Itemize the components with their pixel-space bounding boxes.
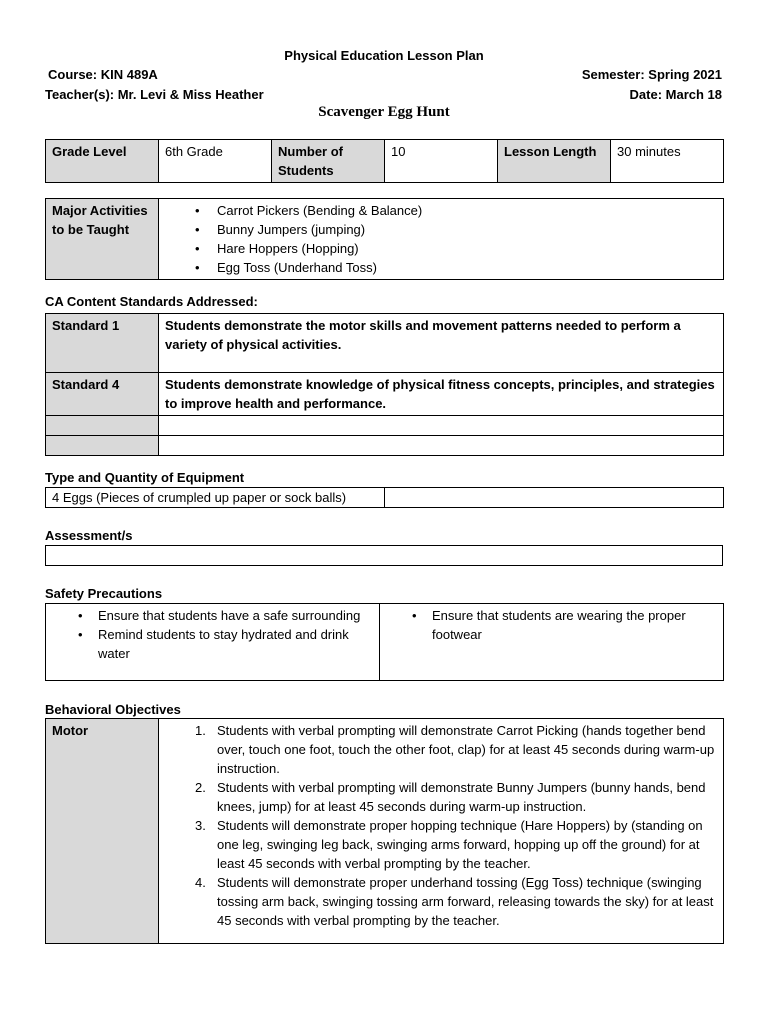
safety-table [45, 603, 724, 681]
students-value: 10 [385, 140, 498, 183]
objective-text: Students with verbal prompting will demonstrate Carrot Picking (hands together bend over, touch one foot, touch the other foot, clap) for at least 45 seconds during warm-up instruction. [217, 723, 715, 776]
activities-table [45, 198, 724, 280]
date-label: Date: March 18 [629, 87, 722, 102]
course-label: Course: KIN 489A [48, 67, 158, 82]
lesson-length-value: 30 minutes [611, 140, 724, 183]
lesson-length-label: Lesson Length [498, 140, 611, 183]
semester-label: Semester: Spring 2021 [581, 67, 722, 82]
activities-label-line1: Major Activities [52, 203, 148, 218]
objective-text: Students will demonstrate proper underhand tossing (Egg Toss) technique (swinging tossing arm back, swinging tossing arm forward, releasing towards the sky) for at least 45 seconds with verbal prompting by the teacher. [217, 875, 714, 928]
objective-item [195, 816, 717, 873]
assessment-box [45, 545, 723, 566]
objective-item [195, 778, 717, 816]
safety-right-cell [380, 604, 724, 681]
safety-left-cell [46, 604, 380, 681]
activities-list-cell [159, 199, 724, 280]
teachers-label: Teacher(s): Mr. Levi & Miss Heather [45, 87, 264, 102]
equipment-empty [385, 488, 724, 508]
activity-item: • Hare Hoppers (Hopping) [217, 239, 717, 258]
activity-item: • Egg Toss (Underhand Toss) [217, 258, 717, 277]
grade-level-label-text: Grade Level [52, 144, 127, 159]
standard-label-empty [46, 436, 159, 456]
objectives-list-cell [159, 719, 724, 944]
equipment-heading: Type and Quantity of Equipment [45, 470, 245, 485]
objective-item [195, 721, 717, 778]
equipment-item: 4 Eggs (Pieces of crumpled up paper or sock balls) [46, 488, 385, 508]
standard-label: Standard 4 [46, 373, 159, 416]
safety-heading: Safety Precautions [45, 586, 163, 601]
activity-item: • Bunny Jumpers (jumping) [217, 220, 717, 239]
objective-number: 4. [195, 875, 206, 890]
standard-text: Students demonstrate the motor skills and movement patterns needed to perform a variety of physical activities. [159, 314, 724, 373]
standard-text-empty [159, 436, 724, 456]
standards-heading: CA Content Standards Addressed: [45, 294, 258, 309]
objectives-label: Motor [46, 719, 159, 944]
grade-level-value: 6th Grade [159, 140, 272, 183]
safety-item: • Ensure that students are wearing the proper footwear [432, 606, 717, 644]
lesson-title: Scavenger Egg Hunt [318, 104, 450, 120]
standards-table [45, 313, 724, 456]
objective-number: 3. [195, 818, 206, 833]
objectives-table [45, 718, 724, 944]
safety-list-left [52, 606, 373, 663]
objectives-heading: Behavioral Objectives [45, 702, 181, 717]
standard-label-empty [46, 416, 159, 436]
students-label-line1: Number of [278, 144, 343, 159]
safety-list-right [386, 606, 717, 644]
safety-item: • Ensure that students have a safe surrounding [98, 606, 373, 625]
students-label [272, 140, 385, 183]
activity-item: • Carrot Pickers (Bending & Balance) [217, 201, 717, 220]
objective-number: 2. [195, 780, 206, 795]
document-title: Physical Education Lesson Plan [284, 48, 484, 63]
students-label-line2: Students [278, 163, 334, 178]
safety-item: • Remind students to stay hydrated and drink water [98, 625, 373, 663]
objective-text: Students with verbal prompting will demonstrate Bunny Jumpers (bunny hands, bend knees, jump) for at least 45 seconds during warm-up instruction. [217, 780, 706, 814]
standard-label: Standard 1 [46, 314, 159, 373]
objective-number: 1. [195, 723, 206, 738]
standard-text-empty [159, 416, 724, 436]
activities-label-line2: to be Taught [52, 222, 130, 237]
info-table [45, 139, 724, 183]
activities-list [165, 201, 717, 277]
objective-item [195, 873, 717, 930]
grade-level-label [46, 140, 159, 183]
assessment-heading: Assessment/s [45, 528, 133, 543]
activities-label [46, 199, 159, 280]
equipment-table [45, 487, 724, 508]
objectives-list [165, 721, 717, 930]
objective-text: Students will demonstrate proper hopping technique (Hare Hoppers) by (standing on one leg, swinging leg back, swinging arms forward, hopping up off the ground) for at least 45 seconds with verbal prompting by the teacher. [217, 818, 703, 871]
standard-text: Students demonstrate knowledge of physical fitness concepts, principles, and strategies to improve health and performance. [159, 373, 724, 416]
